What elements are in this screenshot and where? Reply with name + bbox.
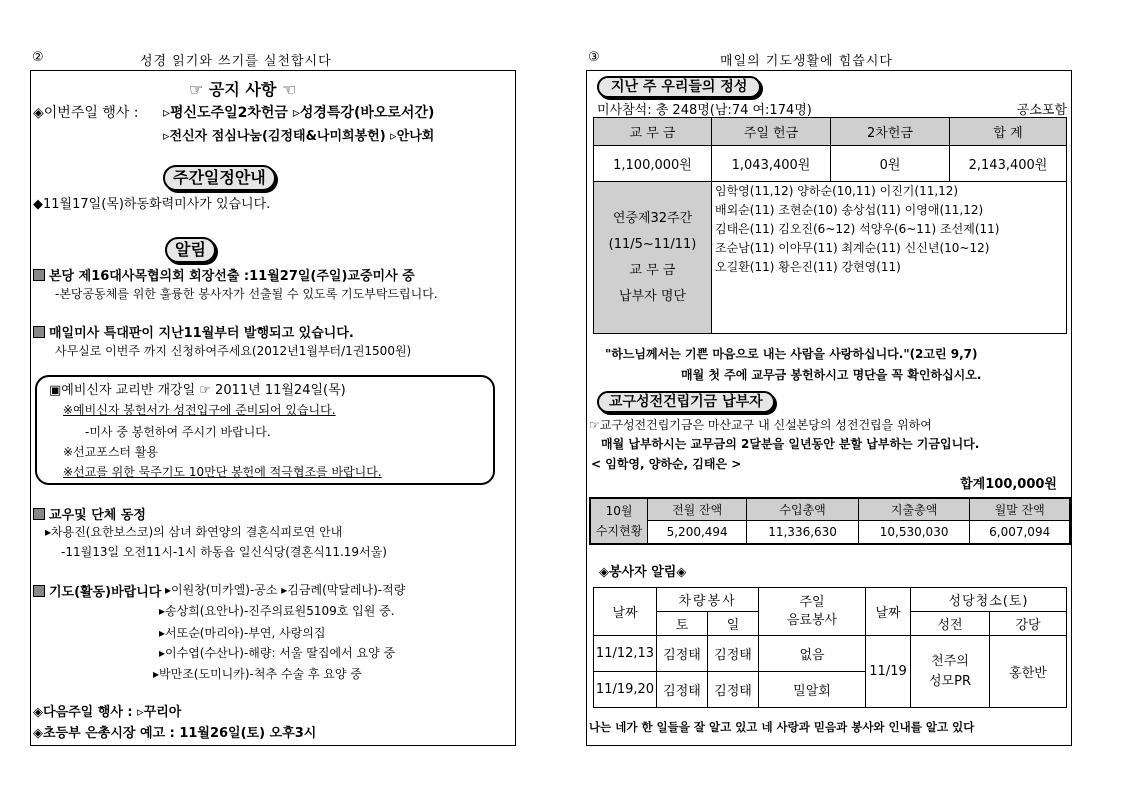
fund-title: 교구성전건립기금 납부자 — [597, 391, 775, 413]
fund-total: 합계100,000원 — [960, 477, 1057, 492]
notice-title: ☞ 공지 사항 ☜ — [189, 80, 297, 99]
prayer-line-1: ▸이원창(미카엘)-공소 ▸김금례(막달레나)-적량 — [165, 583, 406, 597]
vol-header-sun: 일 — [708, 612, 759, 636]
offering-header: 교 무 금 — [594, 118, 712, 146]
right-panel — [586, 70, 1072, 746]
finance-table — [589, 497, 1071, 545]
volunteer-title: ◈봉사자 알림◈ — [599, 565, 687, 580]
box-line-2: -미사 중 봉헌하여 주시기 바랍니다. — [85, 425, 271, 439]
offering-value: 1,100,000원 — [594, 146, 712, 182]
event-line-2: ▹전신자 점심나눔(김정태&나미희봉헌) ▹안나회 — [163, 129, 435, 144]
vol-sat: 김정태 — [657, 636, 708, 672]
prayer-line-2: ▸송상희(요안나)-진주의료원5109호 입원 중. — [159, 604, 395, 618]
finance-header: 전월 잔액 — [648, 498, 747, 520]
notice-section-title: 알림 — [165, 237, 216, 263]
page-number-right: ③ — [588, 50, 600, 65]
vol-drink: 없음 — [759, 636, 866, 672]
attendance: 미사참석: 총 248명(남:74 여:174명) — [597, 103, 812, 118]
vol-header-date2: 날짜 — [866, 588, 911, 636]
vol-sun: 김정태 — [708, 636, 759, 672]
vol-clean-date: 11/19 — [866, 636, 911, 708]
finance-label: 10월 수지현황 — [590, 498, 648, 544]
offering-value: 1,043,400원 — [712, 146, 831, 182]
quote-line-2: 매월 첫 주에 교무금 봉헌하시고 명단을 꼭 확인하십시오. — [681, 368, 982, 382]
box-line-3: ※선교포스터 활용 — [63, 445, 159, 459]
page-number-left: ② — [32, 50, 44, 65]
notice-item-1-text: -본당공동체를 위한 훌륭한 봉사자가 선출될 수 있도록 기도부탁드립니다. — [55, 287, 438, 301]
table-row — [594, 636, 1067, 672]
finance-value: 11,336,630 — [747, 520, 859, 544]
finance-value: 6,007,094 — [970, 520, 1070, 544]
news-line-2: -11월13일 오전11시-1시 하동읍 일신식당(결혼식11.19서울) — [61, 545, 387, 559]
finance-value: 10,530,030 — [858, 520, 970, 544]
header-left: 성경 읽기와 쓰기를 실천합시다 — [140, 54, 332, 69]
offering-header: 합 계 — [950, 118, 1067, 146]
event-line-1: ▹평신도주일2차헌금 ▹성경특강(바오로서간) — [163, 105, 435, 121]
fund-line-2: 매월 납부하시는 교무금의 2달분을 일년동안 분할 납부하는 기금입니다. — [601, 437, 980, 451]
offering-value: 2,143,400원 — [950, 146, 1067, 182]
box-title: ▣예비신자 교리반 개강일 ☞ 2011년 11월24일(목) — [49, 383, 346, 398]
quote-line-1: "하느님께서는 기쁜 마음으로 내는 사람을 사랑하십니다."(2고린 9,7) — [605, 347, 978, 361]
box-line-4: ※선교를 위한 묵주기도 10만단 봉헌에 적극협조를 바랍니다. — [63, 465, 382, 479]
header-right: 매일의 기도생활에 힘씁시다 — [720, 54, 893, 69]
left-panel — [30, 70, 516, 746]
donor-list: 임학영(11,12) 양하순(10,11) 이진기(11,12) 배외순(11) 조현순(10) 송상섭(11) 이영애(11,12) 김태은(11) 김오진(6~12) 석양우(6~11) 조선제(11) 조순남(11) 이야무(11) 최계순(11) 신신년(10~12) 오길환(11) 황은진(11) 강현영(11) — [712, 182, 1067, 334]
offering-table — [593, 117, 1067, 334]
vol-header-clean: 성당청소(토) — [911, 588, 1067, 612]
vol-header-date: 날짜 — [594, 588, 657, 636]
vol-sun: 김정태 — [708, 672, 759, 708]
news-line-1: ▸차용진(요한보스코)의 삼녀 화연양의 결혼식피로연 안내 — [45, 525, 343, 539]
vol-header-c2: 강당 — [990, 612, 1067, 636]
square-bullet-icon — [33, 326, 45, 338]
prayer-line-3: ▸서또순(마리아)-부연, 사랑의집 — [159, 626, 326, 640]
notice-item-2-text: 사무실로 이번주 까지 신청하여주세요(2012년1월부터/1권1500원) — [55, 344, 412, 358]
vol-header-c1: 성전 — [911, 612, 990, 636]
attendance-note: 공소포함 — [1016, 103, 1067, 118]
offering-value: 0원 — [831, 146, 950, 182]
offering-header: 주일 헌금 — [712, 118, 831, 146]
vol-header-car: 차량봉사 — [657, 588, 759, 612]
finance-header: 수입총액 — [747, 498, 859, 520]
square-bullet-icon — [33, 269, 45, 281]
offering-title: 지난 주 우리들의 정성 — [597, 76, 761, 98]
fund-line-1: ☞교구성전건립기금은 마산교구 내 신설본당의 성전건립을 위하여 — [589, 418, 932, 432]
weekly-text: ◆11월17일(목)하동화력미사가 있습니다. — [33, 197, 271, 212]
vol-date: 11/12,13 — [594, 636, 657, 672]
vol-clean-c1: 천주의 성모PR — [911, 636, 990, 708]
next-week-event: ◈다음주일 행사 : ▹꾸리아 — [33, 705, 182, 720]
square-bullet-icon — [33, 508, 45, 520]
finance-header: 지출총액 — [858, 498, 970, 520]
square-bullet-icon — [33, 585, 45, 597]
vol-drink: 밀알회 — [759, 672, 866, 708]
donor-label: 연중제32주간 (11/5~11/11) 교 무 금 납부자 명단 — [594, 182, 712, 334]
notice-item-2: 매일미사 특대판이 지난11월부터 발행되고 있습니다. — [33, 322, 354, 341]
finance-header: 월말 잔액 — [970, 498, 1070, 520]
vol-sat: 김정태 — [657, 672, 708, 708]
vol-clean-c2: 홍한반 — [990, 636, 1067, 708]
prayer-line-4: ▸이수엽(수산나)-해량: 서울 딸집에서 요양 중 — [159, 646, 396, 660]
vol-header-sat: 토 — [657, 612, 708, 636]
vol-header-drink: 주일 음료봉사 — [759, 588, 866, 636]
vol-date: 11/19,20 — [594, 672, 657, 708]
news-title: 교우및 단체 동정 — [33, 504, 146, 523]
finance-value: 5,200,494 — [648, 520, 747, 544]
notice-item-1: 본당 제16대사목협의회 회장선출 :11월27일(주일)교중미사 중 — [33, 265, 415, 284]
volunteer-table — [593, 587, 1067, 708]
youth-market: ◈초등부 은총시장 예고 : 11월26일(토) 오후3시 — [33, 726, 317, 741]
offering-header: 2차헌금 — [831, 118, 950, 146]
box-line-1: ※예비신자 봉헌서가 성전입구에 준비되어 있습니다. — [63, 403, 336, 417]
catechumen-box — [35, 375, 495, 485]
footer-verse: 나는 네가 한 일들을 잘 알고 있고 네 사랑과 믿음과 봉사와 인내를 알고 있다 — [589, 720, 975, 734]
fund-names: < 임학영, 양하순, 김태은 > — [591, 457, 742, 471]
weekly-schedule-title: 주간일정안내 — [163, 165, 276, 191]
prayer-line-5: ▸박만조(도미니카)-척추 수술 후 요양 중 — [153, 667, 362, 681]
event-label: ◈이번주일 행사 : — [33, 105, 139, 121]
prayer-title: 기도(활동)바랍니다 — [33, 581, 161, 600]
